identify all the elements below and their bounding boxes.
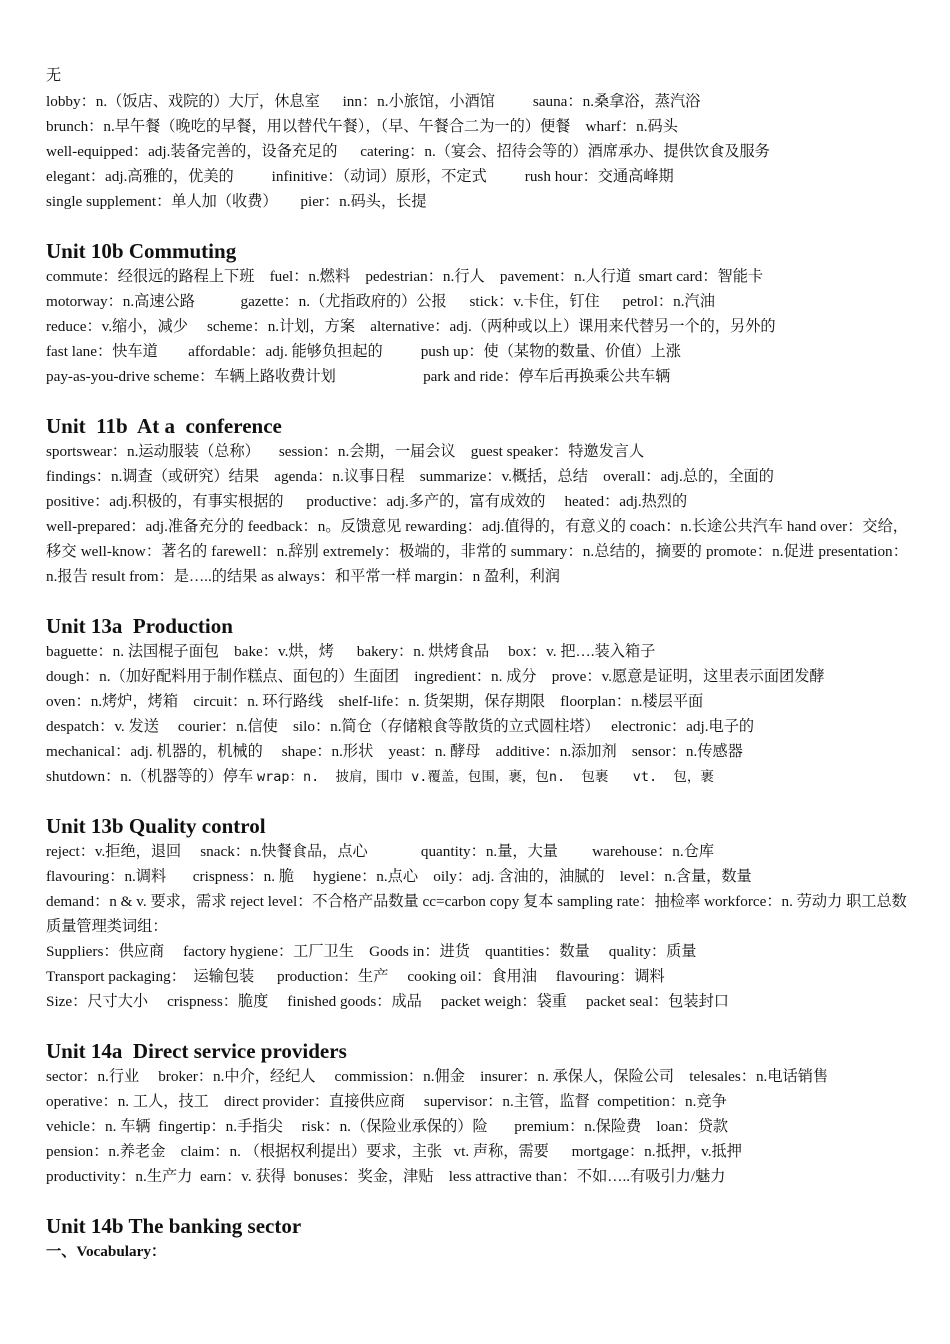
vocab-text: shutdown：n.（机器等的）停车 xyxy=(46,768,257,785)
vocab-line: Suppliers：供应商 factory hygiene：工厂卫生 Goods in：进货 quantities：数量 quality：质量 xyxy=(46,943,697,960)
vocab-line: pension：n.养老金 claim：n. （根据权利提出）要求，主张 vt. 声称，需要 mortgage：n.抵押，v.抵押 xyxy=(46,1143,742,1160)
vocab-line: positive：adj.积极的，有事实根据的 productive：adj.多产的，富有成效的 heated：adj.热烈的 xyxy=(46,493,688,510)
unit-heading: Unit 14b The banking sector xyxy=(46,1214,302,1238)
vocab-text-mono: wrap：n. 披肩，围巾 v.覆盖，包围，裹，包n. 包裹 vt. 包，裹 xyxy=(256,769,714,785)
vocab-line: motorway：n.高速公路 gazette：n.（尤指政府的）公报 stick：v.卡住，钉住 petrol：n.汽油 xyxy=(46,293,715,310)
vocab-line: lobby：n.（饭店、戏院的）大厅，休息室 inn：n.小旅馆，小酒馆 sauna：n.桑拿浴，蒸汽浴 xyxy=(46,93,701,110)
vocab-line: Transport packaging： 运输包装 production：生产 cooking oil：食用油 flavouring：调料 xyxy=(46,968,665,985)
unit-heading: Unit 13a Production xyxy=(46,614,233,638)
vocab-paragraph: well-prepared：adj.准备充分的 feedback：n。反馈意见 rewarding：adj.值得的，有意义的 coach：n.长途公共汽车 hand over：交给，移交 well-know：著名的 farewell：n.辞别 extremely：极端的，非常的 summary：n.总结的，摘要的 promote：n.促进 presentation：n.报告 result from：是…..的结果 as always：和平常一样 margin：n 盈利，利润 xyxy=(46,518,908,585)
vocab-line: mechanical：adj. 机器的，机械的 shape：n.形状 yeast：n. 酵母 additive：n.添加剂 sensor：n.传感器 xyxy=(46,743,743,760)
unit-heading: Unit 11b At a conference xyxy=(46,414,282,438)
unit-heading: Unit 14a Direct service providers xyxy=(46,1039,347,1063)
unit-10b-section xyxy=(46,238,908,389)
vocab-line: Size：尺寸大小 crispness：脆度 finished goods：成品 packet weigh：袋重 packet seal：包装封口 xyxy=(46,993,729,1010)
vocab-line: findings：n.调查（或研究）结果 agenda：n.议事日程 summarize：v.概括，总结 overall：adj.总的，全面的 xyxy=(46,468,774,485)
vocab-line: despatch：v. 发送 courier：n.信使 silo：n.简仓（存储粮食等散货的立式圆柱塔） electronic：adj.电子的 xyxy=(46,718,755,735)
unit-13b-section xyxy=(46,813,908,1014)
vocab-line: commute：经很远的路程上下班 fuel：n.燃料 pedestrian：n.行人 pavement：n.人行道 smart card：智能卡 xyxy=(46,268,764,285)
top-word: 无 xyxy=(46,67,62,84)
vocab-line: single supplement：单人加（收费） pier：n.码头，长提 xyxy=(46,193,427,210)
vocab-line: flavouring：n.调料 crispness：n. 脆 hygiene：n.点心 oily：adj. 含油的，油腻的 level：n.含量，数量 xyxy=(46,868,752,885)
vocab-line: productivity：n.生产力 earn：v. 获得 bonuses：奖金，津贴 less attractive than：不如…..有吸引力/魅力 xyxy=(46,1168,726,1185)
vocab-line xyxy=(46,764,908,789)
unit-11b-section xyxy=(46,413,908,589)
vocab-line: reject：v.拒绝，退回 snack：n.快餐食品，点心 quantity：n.量，大量 warehouse：n.仓库 xyxy=(46,843,715,860)
vocab-line: sector：n.行业 broker：n.中介，经纪人 commission：n.佣金 insurer：n. 承保人，保险公司 telesales：n.电话销售 xyxy=(46,1068,829,1085)
vocab-paragraph: demand：n & v. 要求，需求 reject level：不合格产品数量 cc=carbon copy 复本 sampling rate：抽检率 workforce：n. 劳动力 职工总数 xyxy=(46,893,907,910)
unit-14b-section xyxy=(46,1213,908,1264)
vocab-line: baguette：n. 法国棍子面包 bake：v.烘，烤 bakery：n. 烘烤食品 box：v. 把….装入箱子 xyxy=(46,643,656,660)
block0-section xyxy=(46,89,908,214)
unit-heading: Unit 10b Commuting xyxy=(46,239,237,263)
unit-14a-section xyxy=(46,1038,908,1189)
vocab-line: dough：n.（加好配料用于制作糕点、面包的）生面团 ingredient：n. 成分 prove：v.愿意是证明，这里表示面团发酵 xyxy=(46,668,825,685)
vocab-line: operative：n. 工人，技工 direct provider：直接供应商 supervisor：n.主管，监督 competition：n.竞争 xyxy=(46,1093,727,1110)
section-subtitle: 一、Vocabulary： xyxy=(46,1243,167,1260)
vocab-line: oven：n.烤炉，烤箱 circuit：n. 环行路线 shelf-life：n. 货架期，保存期限 floorplan：n.楼层平面 xyxy=(46,693,704,710)
vocab-line: brunch：n.早午餐（晚吃的早餐，用以替代午餐），（早、午餐合二为一的）便餐 wharf：n.码头 xyxy=(46,118,678,135)
vocab-line: pay-as-you-drive scheme：车辆上路收费计划 park and ride：停车后再换乘公共车辆 xyxy=(46,368,671,385)
document-page xyxy=(46,62,908,1264)
vocab-line: vehicle：n. 车辆 fingertip：n.手指尖 risk：n.（保险业承保的）险 premium：n.保险费 loan：贷款 xyxy=(46,1118,729,1135)
vocab-line: well-equipped：adj.装备完善的，设备充足的 catering：n.（宴会、招待会等的）酒席承办、提供饮食及服务 xyxy=(46,143,770,160)
vocab-line: reduce：v.缩小，减少 scheme：n.计划，方案 alternative：adj.（两种或以上）课用来代替另一个的，另外的 xyxy=(46,318,776,335)
vocab-line: elegant：adj.高雅的，优美的 infinitive：（动词）原形，不定式 rush hour：交通高峰期 xyxy=(46,168,674,185)
vocab-line: fast lane：快车道 affordable：adj. 能够负担起的 push up：使（某物的数量、价值）上涨 xyxy=(46,343,681,360)
section-subtitle: 质量管理类词组： xyxy=(46,918,168,935)
unit-heading: Unit 13b Quality control xyxy=(46,814,266,838)
vocab-line: sportswear：n.运动服装（总称） session：n.会期，一届会议 guest speaker：特邀发言人 xyxy=(46,443,645,460)
unit-13a-section xyxy=(46,613,908,789)
